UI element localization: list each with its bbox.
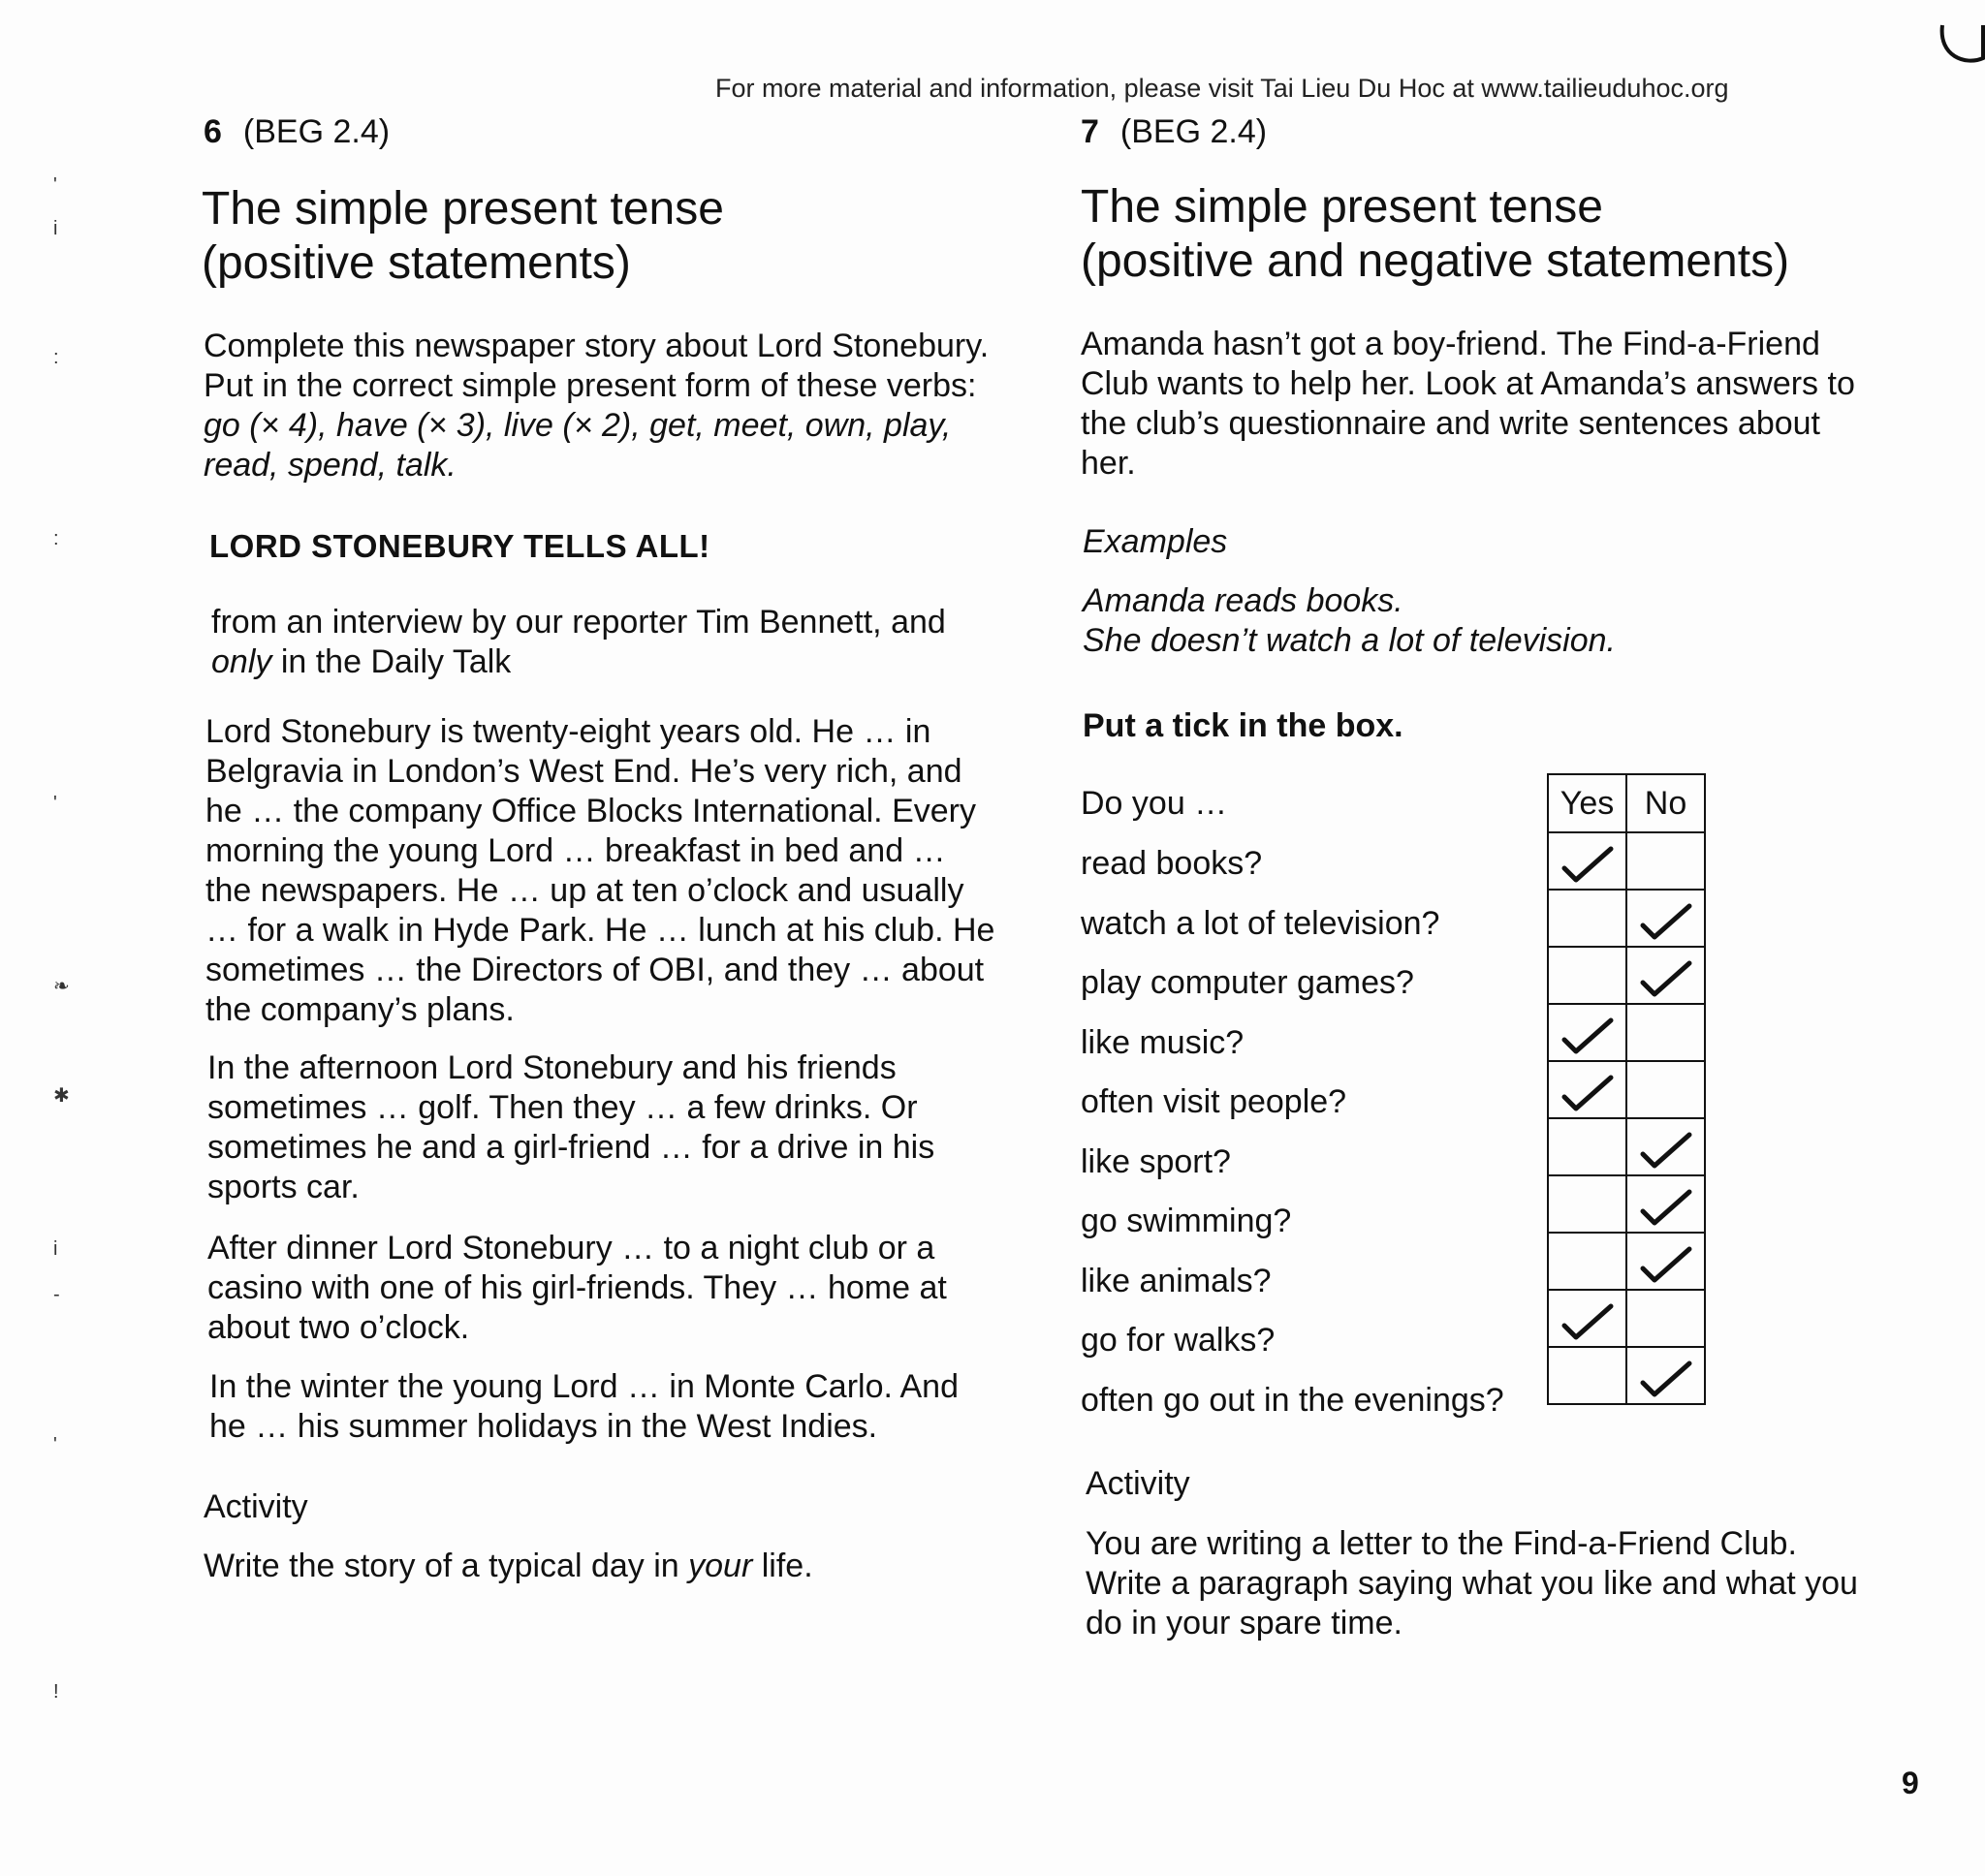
tick-row (1548, 1233, 1705, 1290)
tick-table (1547, 773, 1706, 1405)
text-line: Belgravia in London’s West End. He’s very rich, and (205, 753, 962, 790)
text-line: Lord Stonebury is twenty-eight years old. He … in (205, 713, 931, 750)
yes-column-header: Yes (1548, 774, 1626, 832)
tick-row (1548, 1118, 1705, 1175)
tick-mark-icon (1560, 1015, 1615, 1057)
text-line: the club’s questionnaire and write sentences about (1081, 405, 1820, 442)
story-paragraph-3 (207, 1229, 947, 1348)
tick-box-yes[interactable] (1548, 1347, 1626, 1404)
do-you-label: Do you … (1081, 785, 1228, 822)
header-note: For more material and information, please visit Tai Lieu Du Hoc at www.tailieuduhoc.org (715, 74, 1729, 103)
tick-box-yes[interactable] (1548, 890, 1626, 947)
question-item: like animals? (1081, 1262, 1272, 1299)
exercise-7-number: 7 (BEG 2.4) (1081, 113, 1268, 150)
question-item: like sport? (1081, 1142, 1231, 1180)
tick-box-no[interactable] (1626, 947, 1705, 1004)
exercise-7-activity-text (1086, 1524, 1858, 1643)
tick-box-yes[interactable] (1548, 1175, 1626, 1233)
tick-row (1548, 1175, 1705, 1233)
tick-box-no[interactable] (1626, 1061, 1705, 1118)
tick-mark-icon (1639, 957, 1693, 1000)
tick-row (1548, 1347, 1705, 1404)
tick-box-no[interactable] (1626, 890, 1705, 947)
text-line: about two o’clock. (207, 1309, 470, 1346)
tick-row (1548, 1004, 1705, 1061)
text-line: sports car. (207, 1169, 360, 1205)
question-item: play computer games? (1081, 964, 1414, 1001)
tick-mark-icon (1639, 1186, 1693, 1229)
exercise-7-activity-label: Activity (1086, 1465, 1190, 1502)
examples-label: Examples (1083, 523, 1228, 560)
tick-box-yes[interactable] (1548, 832, 1626, 890)
text-line: the company’s plans. (205, 991, 515, 1028)
question-item: go for walks? (1081, 1322, 1276, 1359)
tick-row (1548, 1061, 1705, 1118)
tick-mark-icon (1639, 1358, 1693, 1400)
text-line: do in your spare time. (1086, 1605, 1402, 1642)
text-line: he … his summer holidays in the West Indies. (209, 1408, 878, 1445)
tick-mark-icon (1560, 1300, 1615, 1343)
tick-box-no[interactable] (1626, 1175, 1705, 1233)
tick-row (1548, 1290, 1705, 1347)
text-line: Amanda hasn’t got a boy-friend. The Find-a-Friend (1081, 326, 1820, 362)
corner-mark-icon (1937, 17, 1985, 76)
exercise-6-instructions: Complete this newspaper story about Lord Stonebury. Put in the correct simple present form of these verbs: go (× 4), have (× 3), live (× 2), get, meet, own, play, read, spend, talk. (204, 328, 990, 484)
tick-box-yes[interactable] (1548, 1118, 1626, 1175)
tick-box-no[interactable] (1626, 1118, 1705, 1175)
text-line: Write a paragraph saying what you like and what you (1086, 1565, 1858, 1602)
tick-row (1548, 947, 1705, 1004)
text-line: … for a walk in Hyde Park. He … lunch at his club. He (205, 912, 995, 949)
text-line: After dinner Lord Stonebury … to a night club or a (207, 1230, 935, 1266)
tick-mark-icon (1639, 1129, 1693, 1172)
tick-mark-icon (1560, 843, 1615, 886)
tick-box-no[interactable] (1626, 1004, 1705, 1061)
question-item: like music? (1081, 1023, 1245, 1061)
exercise-6-title: The simple present tense (positive statements) (202, 183, 724, 289)
tick-mark-icon (1639, 900, 1693, 943)
text-line: Club wants to help her. Look at Amanda’s answers to (1081, 365, 1855, 402)
story-paragraph-2 (207, 1048, 934, 1207)
story-paragraph-1 (205, 712, 994, 1030)
tick-box-no[interactable] (1626, 1233, 1705, 1290)
story-headline: LORD STONEBURY TELLS ALL! (209, 528, 710, 564)
no-column-header: No (1626, 774, 1705, 832)
text-line: sometimes he and a girl-friend … for a drive in his (207, 1129, 935, 1166)
tick-box-no[interactable] (1626, 832, 1705, 890)
text-line: he … the company Office Blocks International. Every (205, 793, 976, 829)
question-item: watch a lot of television? (1081, 904, 1440, 942)
text-line: You are writing a letter to the Find-a-Friend Club. (1086, 1525, 1797, 1562)
tick-box-yes[interactable] (1548, 1061, 1626, 1118)
tick-instruction: Put a tick in the box. (1083, 707, 1403, 744)
text-line: sometimes … golf. Then they … a few drinks. Or (207, 1089, 918, 1126)
tick-box-yes[interactable] (1548, 947, 1626, 1004)
exercise-6-activity-label: Activity (204, 1488, 308, 1525)
text-line: her. (1081, 445, 1136, 482)
tick-box-no[interactable] (1626, 1347, 1705, 1404)
text-line: In the afternoon Lord Stonebury and his friends (207, 1049, 897, 1086)
question-item: often go out in the evenings? (1081, 1381, 1504, 1419)
tick-box-yes[interactable] (1548, 1233, 1626, 1290)
story-byline: from an interview by our reporter Tim Bennett, and only in the Daily Talk (211, 604, 946, 680)
tick-box-no[interactable] (1626, 1290, 1705, 1347)
tick-mark-icon (1639, 1243, 1693, 1286)
exercise-7-title: The simple present tense (positive and negative statements) (1081, 181, 1790, 287)
tick-mark-icon (1560, 1072, 1615, 1114)
text-line: sometimes … the Directors of OBI, and they … about (205, 952, 985, 988)
page-number: 9 (1902, 1766, 1919, 1800)
question-item: read books? (1081, 845, 1263, 882)
text-line: the newspapers. He … up at ten o’clock and usually (205, 872, 964, 909)
question-item: go swimming? (1081, 1203, 1292, 1239)
question-item: often visit people? (1081, 1083, 1347, 1120)
tick-box-yes[interactable] (1548, 1290, 1626, 1347)
exercise-7-intro (1081, 325, 1855, 484)
exercise-6-activity-text: Write the story of a typical day in your life. (204, 1548, 813, 1584)
story-paragraph-4 (209, 1367, 959, 1447)
tick-box-yes[interactable] (1548, 1004, 1626, 1061)
tick-row (1548, 890, 1705, 947)
text-line: morning the young Lord … breakfast in bed and … (205, 832, 946, 869)
text-line: In the winter the young Lord … in Monte Carlo. And (209, 1368, 960, 1405)
examples: Amanda reads books. She doesn’t watch a lot of television. (1083, 582, 1616, 659)
exercise-6-number: 6 (BEG 2.4) (204, 113, 391, 150)
text-line: casino with one of his girl-friends. They … home at (207, 1269, 947, 1306)
tick-row (1548, 832, 1705, 890)
